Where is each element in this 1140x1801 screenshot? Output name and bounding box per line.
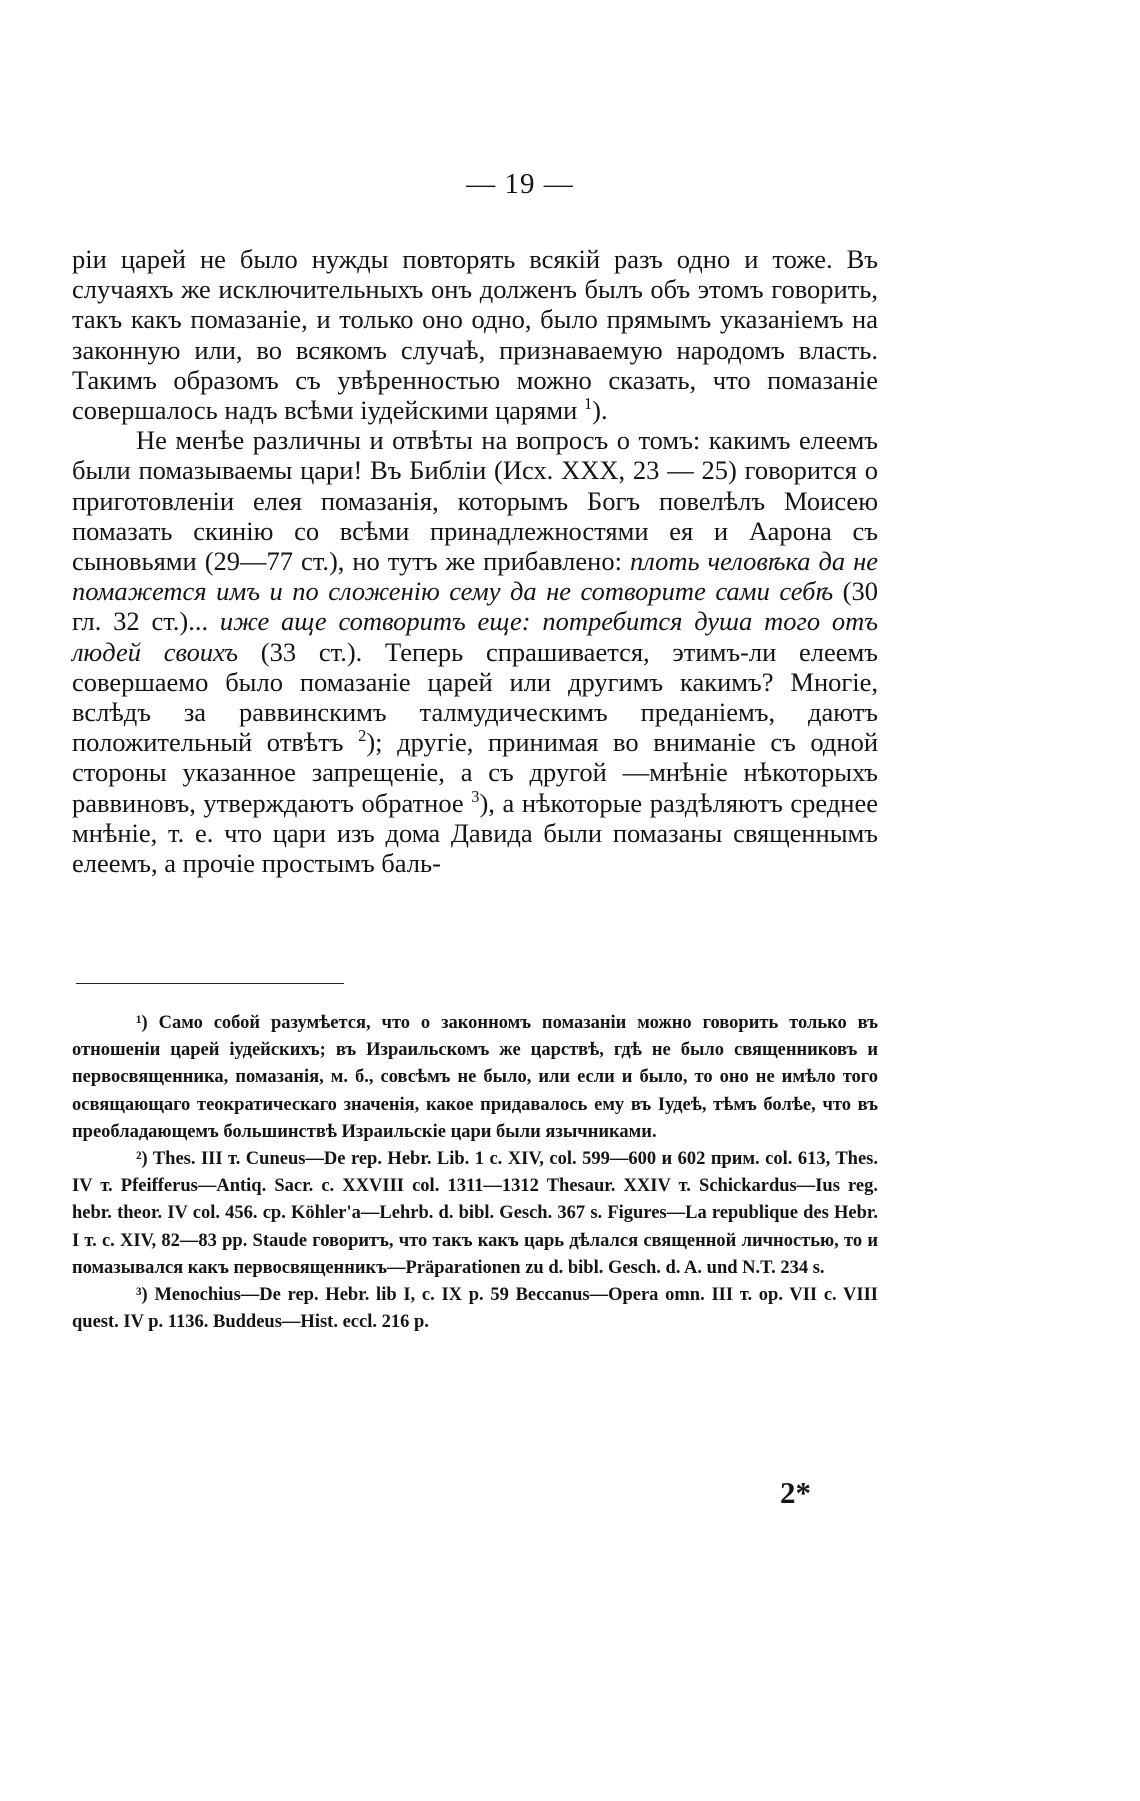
paragraph-2-quote-2: иже аще сотворитъ еще: потребится душа того отъ людей своихъ — [72, 606, 878, 667]
paragraph-1 — [72, 244, 878, 425]
paragraph-2-part-1: Не менѣе различны и отвѣты на вопросъ о томъ: какимъ елеемъ были помазываемы цари! Въ Библіи (Исх. XXX, 23 — 25) говорится о приготовленіи елея помазанія, которымъ Богъ повелѣлъ Моисею помазать скинію со всѣми принадлежностями ея и Аарона съ сыновьями (29—77 ст.), но тутъ же прибавлено: — [72, 425, 878, 577]
paragraph-2 — [72, 425, 878, 878]
paragraph-1-tail: ). — [592, 395, 608, 426]
main-text — [72, 244, 878, 878]
footnote-3 — [72, 1282, 878, 1336]
footnote-ref-1: 1 — [583, 394, 593, 414]
footnote-marker: ³) — [136, 1285, 148, 1306]
paragraph-2-part-2: (30 гл. 32 ст.)... — [72, 576, 878, 637]
page-number: — 19 — — [466, 168, 574, 200]
footnote-text: Menochius—De rep. Hebr. lib I, c. IX p. 59 Beccanus—Opera omn. III т. op. VII c. VIII quest. IV p. 1136. Buddeus—Hist. eccl. 216 p. — [72, 1285, 879, 1333]
footnotes — [72, 1010, 878, 1336]
footnote-ref-2: 2 — [358, 726, 367, 746]
footnote-2 — [72, 1146, 878, 1282]
footnote-1 — [72, 1010, 878, 1146]
paragraph-2-part-4: ); другіе, принимая во вниманіе съ одной стороны указанное запрещеніе, а съ другой —мнѣніе нѣкоторыхъ раввиновъ, утверждаютъ обратное — [72, 727, 879, 818]
footnote-ref-3: 3 — [471, 786, 480, 806]
footnote-marker: ²) — [136, 1149, 148, 1170]
footnote-text: Thes. III т. Cuneus—De rep. Hebr. Lib. 1 c. XIV, col. 599—600 и 602 прим. col. 613, Thes. IV т. Pfeifferus—Antiq. Sacr. c. XXVIII col. 1311—1312 Thesaur. XXIV т. Schickardus—Ius reg. hebr. theor. IV col. 456. ср. Köhler'a—Lehrb. d. bibl. Gesch. 367 s. Figures—La republique des Hebr. I т. c. XIV, 82—83 pp. Staude говоритъ, что такъ какъ царь дѣлался священной личностью, то и помазывался какъ первосвященникъ—Präparationen zu d. bibl. Gesch. d. A. und N.T. 234 s. — [72, 1149, 878, 1278]
paragraph-1-text: ріи царей не было нужды повторять всякій разъ одно и тоже. Въ случаяхъ же исключительныхъ онъ долженъ былъ объ этомъ говорить, такъ какъ помазаніе, и только оно одно, было прямымъ указаніемъ на законную или, во всякомъ случаѣ, признаваемую народомъ власть. Такимъ образомъ съ увѣренностью можно сказать, что помазаніе совершалось надъ всѣми іудейскими царями — [72, 244, 878, 426]
footnote-text: Само собой разумѣется, что о законномъ помазаніи можно говорить только въ отношеніи царей іудейскихъ; въ Израильскомъ же царствѣ, гдѣ не было священниковъ и первосвященника, помазанія, м. б., совсѣмъ не было, или если и было, то оно не имѣло того освящающаго теократическаго значенія, какое придавалось ему въ Іудеѣ, тѣмъ болѣе, что въ преобладающемъ большинствѣ Израильскіе цари были язычниками. — [72, 1013, 878, 1142]
paragraph-2-part-3: (33 ст.). Теперь спрашивается, этимъ-ли елеемъ совершаемо было помазаніе царей или другимъ какимъ? Многіе, вслѣдъ за раввинскимъ талмудическимъ преданіемъ, даютъ положительный отвѣтъ — [72, 636, 879, 758]
footnote-divider — [76, 983, 344, 984]
signature-mark: 2* — [780, 1475, 811, 1510]
paragraph-2-part-5: ), а нѣкоторые раздѣляютъ среднее мнѣніе, т. е. что цари изъ дома Давида были помазаны священнымъ елеемъ, а прочіе простымъ баль- — [72, 787, 878, 879]
paragraph-2-quote-1: плоть человѣка да не помажется имъ и по сложенію сему да не сотворите сами себѣ — [72, 546, 878, 607]
footnote-marker: ¹) — [136, 1013, 148, 1033]
